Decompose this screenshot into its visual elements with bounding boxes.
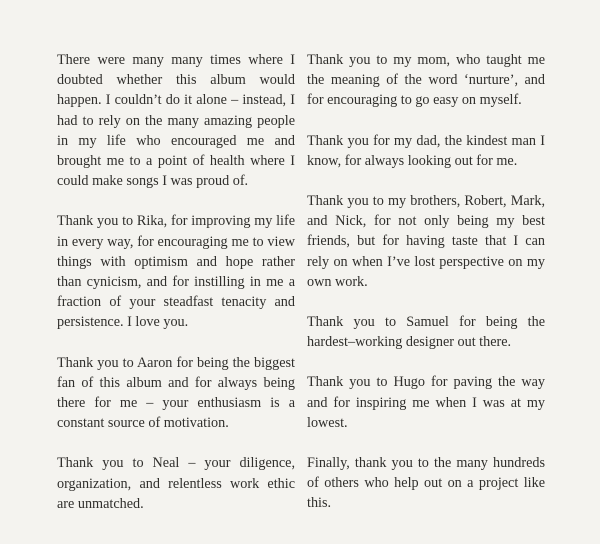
paragraph-samuel: Thank you to Samuel for being the hardest–working designer out there. [307,314,545,351]
paragraph-neal: Thank you to Neal – your diligence, organization, and relentless work ethic are unmatched. [57,455,295,512]
paragraph-hugo: Thank you to Hugo for paving the way and for inspiring me when I was at my lowest. [307,374,545,431]
paragraph-aaron: Thank you to Aaron for being the biggest fan of this album and for always being there for me – your enthusiasm is a constant source of motivation. [57,354,295,432]
paragraph-rika: Thank you to Rika, for improving my life in every way, for encouraging me to view things with optimism and hope rather than cynicism, and for instilling in me a fraction of your steadfast tenacity and persistence. I love you. [57,213,295,331]
paragraph-finally: Finally, thank you to the many hundreds of others who help out on a project like this. [307,455,545,512]
paragraph-brothers: Thank you to my brothers, Robert, Mark, and Nick, for not only being my best friends, but for having taste that I can rely on when I’ve lost perspective on my own work. [307,193,545,290]
right-column [307,50,545,534]
left-column [57,50,295,534]
paragraph-dad: Thank you for my dad, the kindest man I know, for always looking out for me. [307,132,545,169]
paragraph-mom: Thank you to my mom, who taught me the meaning of the word ‘nurture’, and for encouraging to go easy on myself. [307,52,545,109]
paragraph-intro: There were many many times where I doubted whether this album would happen. I couldn’t do it alone – instead, I had to rely on the many amazing people in my life who encouraged me and brought me to a point of health where I could make songs I was proud of. [57,52,295,190]
